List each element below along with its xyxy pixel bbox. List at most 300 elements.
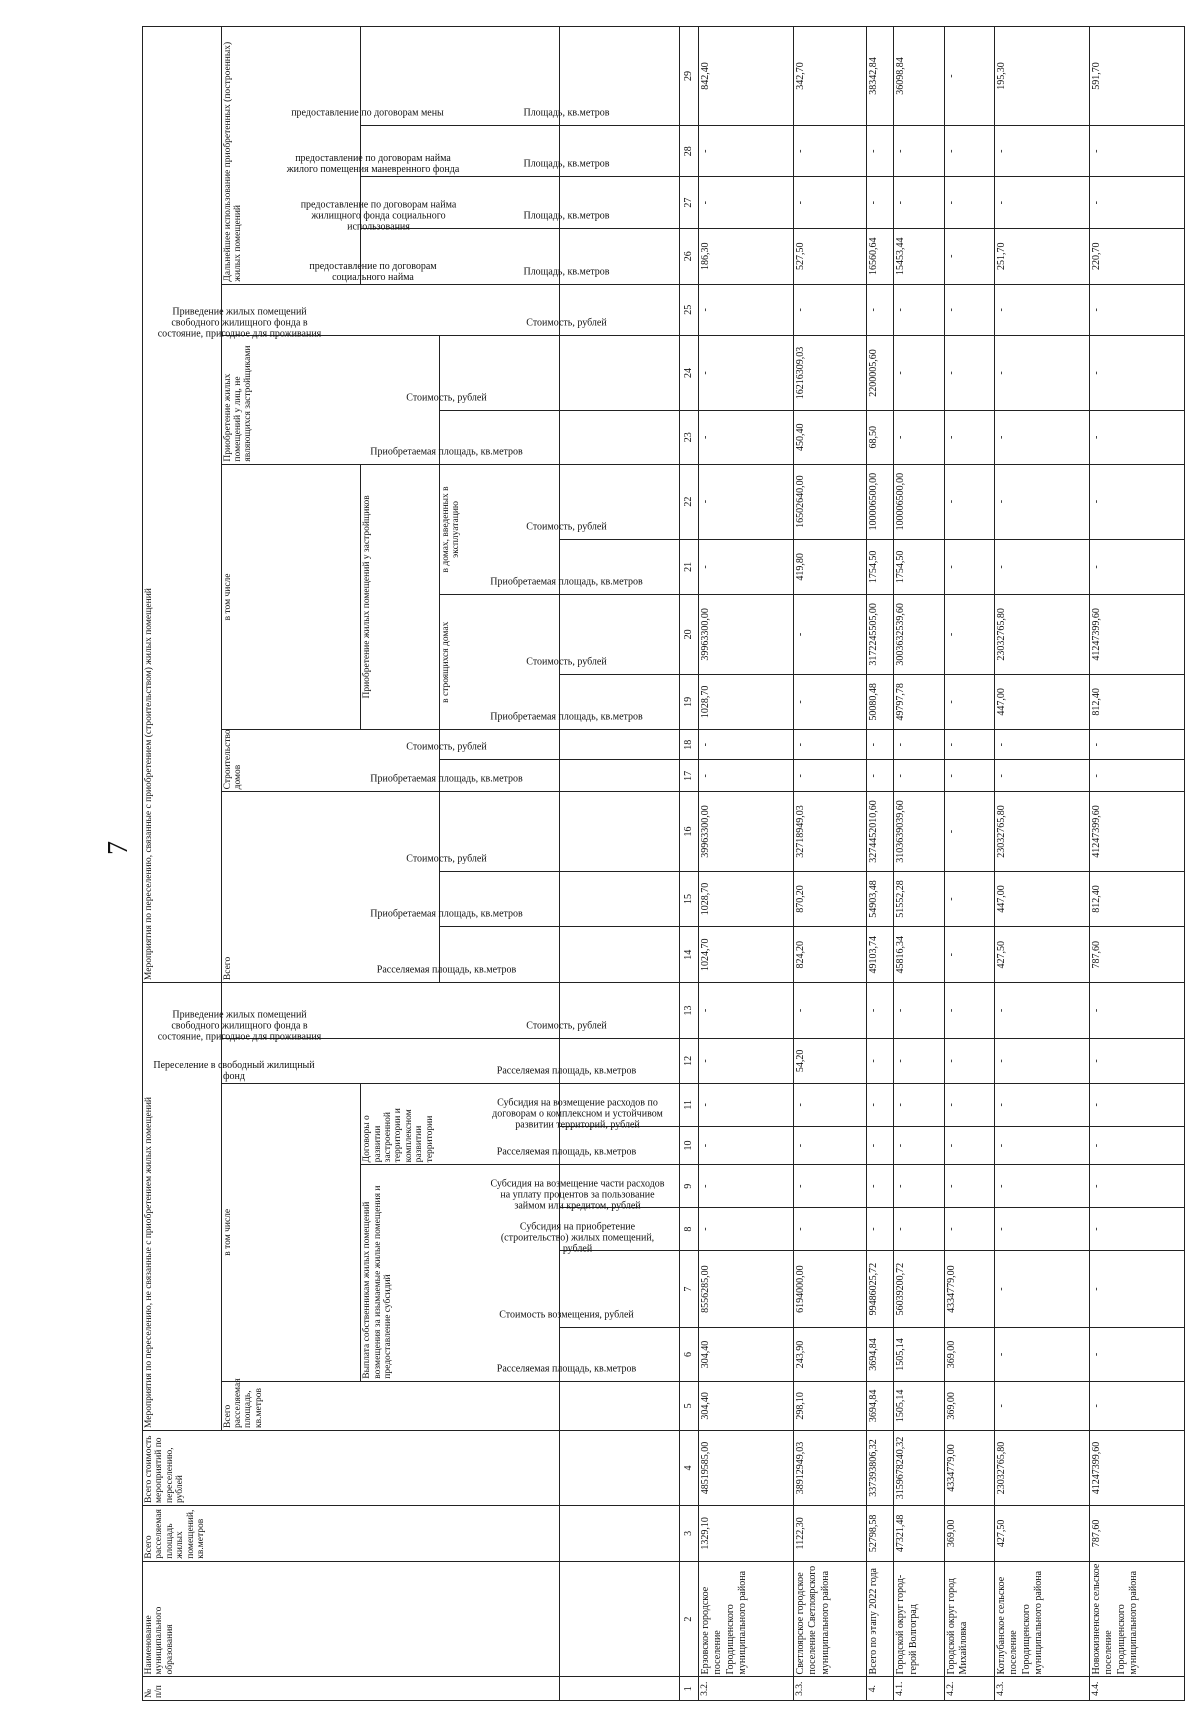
table-cell: - bbox=[793, 674, 866, 730]
spacer-cell bbox=[559, 927, 679, 983]
header-c21: Приобретаемая площадь, кв.метров bbox=[559, 539, 679, 595]
table-cell: - bbox=[994, 411, 1089, 465]
table-cell: - bbox=[944, 1038, 994, 1083]
header-group-b-incl: в том числе bbox=[221, 464, 361, 730]
header-c9: Субсидия на возмещение части расходов на уплату процентов за пользование займом или кредитом, рублей bbox=[559, 1165, 679, 1208]
header-c12-unit: Расселяемая площадь, кв.метров bbox=[559, 1038, 679, 1083]
table-cell: - bbox=[894, 1083, 944, 1126]
spacer-cell bbox=[559, 1381, 679, 1430]
table-cell: 787,60 bbox=[1089, 1506, 1184, 1562]
header-c16: Стоимость, рублей bbox=[439, 792, 559, 871]
table-cell: - bbox=[994, 336, 1089, 411]
table-cell: - bbox=[793, 1165, 866, 1208]
table-cell: - bbox=[866, 177, 894, 228]
table-cell: 447,00 bbox=[994, 871, 1089, 927]
table-row bbox=[698, 27, 793, 1701]
table-cell: 16560,64 bbox=[866, 228, 894, 284]
table-cell: - bbox=[793, 1208, 866, 1251]
table-cell: - bbox=[944, 760, 994, 792]
table-cell: - bbox=[698, 539, 793, 595]
header-c15: Приобретаемая площадь, кв.метров bbox=[439, 871, 559, 927]
table-cell: 1028,70 bbox=[698, 674, 793, 730]
municipality-name: Новожизненское сельское поселение Городищенского муниципального района bbox=[1089, 1561, 1184, 1677]
table-cell: 2200005,60 bbox=[866, 336, 894, 411]
table-cell: - bbox=[994, 1038, 1089, 1083]
column-number: 5 bbox=[679, 1381, 698, 1430]
header-c20: Стоимость, рублей bbox=[559, 595, 679, 674]
table-cell: - bbox=[1089, 1083, 1184, 1126]
header-c13-unit: Стоимость, рублей bbox=[559, 983, 679, 1039]
table-cell: 15453,44 bbox=[894, 228, 944, 284]
header-group-a: Мероприятия по переселению, не связанные с приобретением жилых помещений bbox=[143, 983, 222, 1431]
table-cell: - bbox=[994, 730, 1089, 760]
table-cell: - bbox=[1089, 1126, 1184, 1165]
table-cell: - bbox=[1089, 730, 1184, 760]
header-c24: Стоимость, рублей bbox=[439, 336, 559, 411]
table-cell: 824,20 bbox=[793, 927, 866, 983]
row-number: 4.3. bbox=[994, 1677, 1089, 1701]
column-number: 23 bbox=[679, 411, 698, 465]
table-cell: 812,40 bbox=[1089, 674, 1184, 730]
column-number: 20 bbox=[679, 595, 698, 674]
table-cell: 36098,84 bbox=[894, 27, 944, 126]
header-c23: Приобретаемая площадь, кв.метров bbox=[439, 411, 559, 465]
table-cell: - bbox=[944, 927, 994, 983]
table-cell: - bbox=[1089, 760, 1184, 792]
table-cell: 1505,14 bbox=[894, 1328, 944, 1382]
table-cell: 49103,74 bbox=[866, 927, 894, 983]
table-cell: 4334779,00 bbox=[944, 1431, 994, 1506]
rotated-table-page bbox=[142, 26, 1185, 1701]
row-number: 4.1. bbox=[894, 1677, 944, 1701]
table-cell: - bbox=[793, 177, 866, 228]
table-cell: - bbox=[866, 1208, 894, 1251]
table-row bbox=[1089, 27, 1184, 1701]
table-cell: - bbox=[944, 730, 994, 760]
table-cell: - bbox=[1089, 177, 1184, 228]
table-cell: - bbox=[894, 1208, 944, 1251]
table-cell: 49797,78 bbox=[894, 674, 944, 730]
table-cell: - bbox=[944, 336, 994, 411]
table-cell: - bbox=[1089, 336, 1184, 411]
municipality-name: Светлоярское городское поселение Светлоярского муниципального района bbox=[793, 1561, 866, 1677]
table-cell: - bbox=[866, 126, 894, 177]
table-cell: 56039200,72 bbox=[894, 1251, 944, 1328]
table-cell: 16502640,00 bbox=[793, 464, 866, 539]
table-cell: 100006500,00 bbox=[866, 464, 894, 539]
table-cell: 186,30 bbox=[698, 228, 793, 284]
table-row bbox=[944, 27, 994, 1701]
column-number: 15 bbox=[679, 871, 698, 927]
column-number: 9 bbox=[679, 1165, 698, 1208]
header-group-a-total: Всего расселяемая площадь, кв.метров bbox=[221, 1381, 559, 1430]
column-number: 17 bbox=[679, 760, 698, 792]
table-cell: 787,60 bbox=[1089, 927, 1184, 983]
column-number: 8 bbox=[679, 1208, 698, 1251]
table-cell: 1329,10 bbox=[698, 1506, 793, 1562]
header-c26-unit: Площадь, кв.метров bbox=[559, 228, 679, 284]
row-number: 4.4. bbox=[1089, 1677, 1184, 1701]
header-c29: предоставление по договорам мены bbox=[361, 27, 560, 126]
table-cell: - bbox=[994, 126, 1089, 177]
table-cell: 4334779,00 bbox=[944, 1251, 994, 1328]
table-cell: 1505,14 bbox=[894, 1381, 944, 1430]
table-row bbox=[994, 27, 1089, 1701]
table-cell: - bbox=[698, 1165, 793, 1208]
table-cell: - bbox=[894, 1126, 944, 1165]
table-cell: - bbox=[944, 674, 994, 730]
table-cell: - bbox=[1089, 126, 1184, 177]
table-cell: - bbox=[866, 284, 894, 335]
resettlement-table bbox=[142, 26, 1185, 1701]
table-cell: 3003632539,60 bbox=[894, 595, 944, 674]
table-cell: 6194000,00 bbox=[793, 1251, 866, 1328]
header-c17: Приобретаемая площадь, кв.метров bbox=[439, 760, 559, 792]
column-number: 24 bbox=[679, 336, 698, 411]
table-cell: - bbox=[994, 983, 1089, 1039]
table-cell: - bbox=[894, 760, 944, 792]
table-cell: 369,00 bbox=[944, 1381, 994, 1430]
spacer-cell bbox=[559, 1506, 679, 1562]
table-cell: 41247399,60 bbox=[1089, 595, 1184, 674]
municipality-name: Городской округ город-герой Волгоград bbox=[894, 1561, 944, 1677]
spacer-cell bbox=[559, 871, 679, 927]
table-cell: 450,40 bbox=[793, 411, 866, 465]
header-name: Наименование муниципального образования bbox=[143, 1561, 560, 1677]
table-cell: - bbox=[994, 1083, 1089, 1126]
table-cell: - bbox=[894, 983, 944, 1039]
table-cell: - bbox=[698, 411, 793, 465]
table-cell: - bbox=[994, 1381, 1089, 1430]
table-cell: 195,30 bbox=[994, 27, 1089, 126]
table-cell: - bbox=[944, 411, 994, 465]
header-group-b: Мероприятия по переселению, связанные с приобретением (строительством) жилых помещений bbox=[143, 27, 222, 983]
column-number: 12 bbox=[679, 1038, 698, 1083]
table-cell: 39963300,00 bbox=[698, 792, 793, 871]
table-cell: - bbox=[793, 730, 866, 760]
page-number: 7 bbox=[103, 841, 134, 855]
table-cell: - bbox=[944, 228, 994, 284]
table-cell: - bbox=[994, 1251, 1089, 1328]
table-cell: - bbox=[866, 1126, 894, 1165]
column-number: 10 bbox=[679, 1126, 698, 1165]
header-c27: предоставление по договорам найма жилищного фонда социального использования bbox=[361, 177, 560, 228]
header-c26: предоставление по договорам социального найма bbox=[361, 228, 560, 284]
table-cell: - bbox=[866, 1083, 894, 1126]
municipality-name: Всего по этапу 2022 года bbox=[866, 1561, 894, 1677]
table-cell: - bbox=[698, 177, 793, 228]
spacer-cell bbox=[559, 760, 679, 792]
table-cell: - bbox=[1089, 539, 1184, 595]
spacer-cell bbox=[559, 336, 679, 411]
table-cell: - bbox=[894, 1165, 944, 1208]
header-c11: Субсидия на возмещение расходов по договорам о комплексном и устойчивом развитии территорий, рублей bbox=[559, 1083, 679, 1126]
row-number: 3.3. bbox=[793, 1677, 866, 1701]
table-cell: 842,40 bbox=[698, 27, 793, 126]
header-c6: Расселяемая площадь, кв.метров bbox=[559, 1328, 679, 1382]
header-c25: Приведение жилых помещений свободного жилищного фонда в состояние, пригодное для проживания bbox=[221, 284, 559, 335]
table-cell: 54903,48 bbox=[866, 871, 894, 927]
header-no: № п/п bbox=[143, 1677, 560, 1701]
column-number: 26 bbox=[679, 228, 698, 284]
table-cell: 3172245505,00 bbox=[866, 595, 894, 674]
table-cell: 41247399,60 bbox=[1089, 792, 1184, 871]
column-number: 6 bbox=[679, 1328, 698, 1382]
table-cell: - bbox=[894, 411, 944, 465]
table-cell: - bbox=[944, 595, 994, 674]
table-cell: 251,70 bbox=[994, 228, 1089, 284]
column-number: 14 bbox=[679, 927, 698, 983]
table-cell: 52798,58 bbox=[866, 1506, 894, 1562]
header-c28-unit: Площадь, кв.метров bbox=[559, 126, 679, 177]
table-cell: 298,10 bbox=[793, 1381, 866, 1430]
header-c8: Субсидия на приобретение (строительство) жилых помещений, рублей bbox=[559, 1208, 679, 1251]
table-cell: 870,20 bbox=[793, 871, 866, 927]
table-cell: 39963300,00 bbox=[698, 595, 793, 674]
table-cell: - bbox=[894, 730, 944, 760]
column-number: 19 bbox=[679, 674, 698, 730]
table-cell: - bbox=[698, 1126, 793, 1165]
header-in-building: в строящихся домах bbox=[439, 595, 559, 730]
table-cell: - bbox=[1089, 1208, 1184, 1251]
table-cell: - bbox=[994, 284, 1089, 335]
spacer-cell bbox=[559, 411, 679, 465]
table-cell: 50080,48 bbox=[866, 674, 894, 730]
table-cell: - bbox=[944, 792, 994, 871]
table-cell: - bbox=[944, 1083, 994, 1126]
column-number: 3 bbox=[679, 1506, 698, 1562]
header-group-a-incl: в том числе bbox=[221, 1083, 361, 1381]
table-cell: 68,50 bbox=[866, 411, 894, 465]
table-cell: 427,50 bbox=[994, 1506, 1089, 1562]
table-cell: 23032765,80 bbox=[994, 792, 1089, 871]
table-cell: 337393806,32 bbox=[866, 1431, 894, 1506]
municipality-name: Городской округ город Михайловка bbox=[944, 1561, 994, 1677]
table-cell: 1754,50 bbox=[894, 539, 944, 595]
table-cell: - bbox=[1089, 1251, 1184, 1328]
table-cell: - bbox=[698, 464, 793, 539]
table-cell: - bbox=[994, 1126, 1089, 1165]
header-c18: Стоимость, рублей bbox=[439, 730, 559, 760]
spacer-cell bbox=[559, 1677, 679, 1701]
header-c7: Стоимость возмещения, рублей bbox=[559, 1251, 679, 1328]
table-cell: - bbox=[944, 983, 994, 1039]
table-cell: 47321,48 bbox=[894, 1506, 944, 1562]
header-c25-unit: Стоимость, рублей bbox=[559, 284, 679, 335]
table-cell: - bbox=[894, 126, 944, 177]
table-cell: 304,40 bbox=[698, 1328, 793, 1382]
table-cell: 427,50 bbox=[994, 927, 1089, 983]
column-number-row bbox=[679, 27, 698, 1701]
column-number: 25 bbox=[679, 284, 698, 335]
column-number: 16 bbox=[679, 792, 698, 871]
header-developers: Приобретение жилых помещений у застройщиков bbox=[361, 464, 440, 730]
row-number: 3.2. bbox=[698, 1677, 793, 1701]
header-c13: Приведение жилых помещений свободного жилищного фонда в состояние, пригодное для проживания bbox=[221, 983, 559, 1039]
table-cell: - bbox=[698, 336, 793, 411]
column-number: 13 bbox=[679, 983, 698, 1039]
table-cell: 1024,70 bbox=[698, 927, 793, 983]
table-cell: - bbox=[1089, 1165, 1184, 1208]
table-cell: 419,80 bbox=[793, 539, 866, 595]
header-c29-unit: Площадь, кв.метров bbox=[559, 27, 679, 126]
table-cell: - bbox=[994, 1328, 1089, 1382]
table-cell: - bbox=[793, 1083, 866, 1126]
table-cell: - bbox=[944, 539, 994, 595]
table-cell: 1122,30 bbox=[793, 1506, 866, 1562]
header-c19: Приобретаемая площадь, кв.метров bbox=[559, 674, 679, 730]
table-cell: - bbox=[944, 1126, 994, 1165]
table-cell: 99486025,72 bbox=[866, 1251, 894, 1328]
table-cell: 3694,84 bbox=[866, 1328, 894, 1382]
column-number: 21 bbox=[679, 539, 698, 595]
table-cell: - bbox=[1089, 1038, 1184, 1083]
table-cell: - bbox=[1089, 1328, 1184, 1382]
table-cell: 32718949,03 bbox=[793, 792, 866, 871]
header-group-b-total: Всего bbox=[221, 792, 439, 983]
table-cell: 45816,34 bbox=[894, 927, 944, 983]
table-cell: - bbox=[894, 1038, 944, 1083]
table-cell: - bbox=[793, 595, 866, 674]
table-cell: 342,70 bbox=[793, 27, 866, 126]
table-cell: - bbox=[994, 539, 1089, 595]
header-c12: Переселение в свободный жилищный фонд bbox=[221, 1038, 559, 1083]
header-c28: предоставление по договорам найма жилого помещения маневренного фонда bbox=[361, 126, 560, 177]
table-cell: - bbox=[944, 871, 994, 927]
table-cell: - bbox=[994, 1208, 1089, 1251]
table-cell: 8556285,00 bbox=[698, 1251, 793, 1328]
spacer-cell bbox=[559, 730, 679, 760]
table-cell: 3103639039,60 bbox=[894, 792, 944, 871]
table-cell: 3694,84 bbox=[866, 1381, 894, 1430]
table-cell: - bbox=[1089, 284, 1184, 335]
table-cell: - bbox=[894, 336, 944, 411]
row-number: 4. bbox=[866, 1677, 894, 1701]
table-cell: 447,00 bbox=[994, 674, 1089, 730]
table-cell: - bbox=[866, 760, 894, 792]
table-cell: - bbox=[698, 1038, 793, 1083]
table-cell: 3159678240,32 bbox=[894, 1431, 944, 1506]
table-cell: - bbox=[1089, 464, 1184, 539]
table-cell: 591,70 bbox=[1089, 27, 1184, 126]
table-cell: - bbox=[894, 284, 944, 335]
table-cell: 54,20 bbox=[793, 1038, 866, 1083]
table-cell: 304,40 bbox=[698, 1381, 793, 1430]
spacer-cell bbox=[559, 792, 679, 871]
column-number: 22 bbox=[679, 464, 698, 539]
table-cell: - bbox=[698, 284, 793, 335]
column-number: 1 bbox=[679, 1677, 698, 1701]
table-cell: - bbox=[994, 464, 1089, 539]
table-cell: 243,90 bbox=[793, 1328, 866, 1382]
table-cell: 527,50 bbox=[793, 228, 866, 284]
table-cell: 369,00 bbox=[944, 1506, 994, 1562]
spacer-cell bbox=[559, 1431, 679, 1506]
table-cell: - bbox=[698, 1208, 793, 1251]
table-cell: 38912949,03 bbox=[793, 1431, 866, 1506]
table-cell: 51552,28 bbox=[894, 871, 944, 927]
table-cell: - bbox=[1089, 411, 1184, 465]
column-number: 28 bbox=[679, 126, 698, 177]
table-cell: 48519585,00 bbox=[698, 1431, 793, 1506]
header-non-developers: Приобретение жилых помещений у лиц, не являющихся застройщиками bbox=[221, 336, 439, 465]
table-cell: - bbox=[793, 760, 866, 792]
table-cell: 100006500,00 bbox=[894, 464, 944, 539]
column-number: 18 bbox=[679, 730, 698, 760]
column-number: 29 bbox=[679, 27, 698, 126]
column-number: 7 bbox=[679, 1251, 698, 1328]
table-cell: - bbox=[698, 1083, 793, 1126]
column-number: 4 bbox=[679, 1431, 698, 1506]
table-cell: 1754,50 bbox=[866, 539, 894, 595]
header-c14: Расселяемая площадь, кв.метров bbox=[439, 927, 559, 983]
table-cell: - bbox=[698, 983, 793, 1039]
municipality-name: Котлубанское сельское поселение Городищенского муниципального района bbox=[994, 1561, 1089, 1677]
table-cell: 23032765,80 bbox=[994, 595, 1089, 674]
table-row bbox=[793, 27, 866, 1701]
table-cell: - bbox=[793, 1126, 866, 1165]
header-construction: Строительство домов bbox=[221, 730, 439, 792]
table-row bbox=[894, 27, 944, 1701]
table-row bbox=[866, 27, 894, 1701]
table-cell: - bbox=[944, 126, 994, 177]
table-cell: - bbox=[866, 1038, 894, 1083]
table-cell: 220,70 bbox=[1089, 228, 1184, 284]
table-cell: - bbox=[944, 284, 994, 335]
table-cell: - bbox=[944, 27, 994, 126]
table-cell: - bbox=[793, 126, 866, 177]
header-contracts: Договоры о развитии застроенной территории и комплексном развитии территории bbox=[361, 1083, 560, 1164]
table-cell: - bbox=[894, 177, 944, 228]
table-cell: 38342,84 bbox=[866, 27, 894, 126]
table-cell: 812,40 bbox=[1089, 871, 1184, 927]
header-payout: Выплата собственникам жилых помещений возмещения за изымаемые жилые помещения и предоставление субсидий bbox=[361, 1165, 560, 1381]
municipality-name: Ерзовское городское поселение Городищенского муниципального района bbox=[698, 1561, 793, 1677]
table-cell: 3274452010,60 bbox=[866, 792, 894, 871]
table-cell: 23032765,80 bbox=[994, 1431, 1089, 1506]
table-cell: 369,00 bbox=[944, 1328, 994, 1382]
header-c10: Расселяемая площадь, кв.метров bbox=[559, 1126, 679, 1165]
table-cell: 1028,70 bbox=[698, 871, 793, 927]
row-number: 4.2. bbox=[944, 1677, 994, 1701]
table-cell: - bbox=[994, 1165, 1089, 1208]
table-cell: - bbox=[944, 177, 994, 228]
table-cell: - bbox=[944, 1208, 994, 1251]
table-cell: 41247399,60 bbox=[1089, 1431, 1184, 1506]
header-total-area: Всего расселяемая площадь жилых помещений, кв.метров bbox=[143, 1506, 560, 1562]
table-cell: - bbox=[994, 760, 1089, 792]
table-cell: - bbox=[866, 730, 894, 760]
table-cell: - bbox=[944, 1165, 994, 1208]
table-cell: - bbox=[944, 464, 994, 539]
table-cell: - bbox=[866, 1165, 894, 1208]
table-cell: - bbox=[994, 177, 1089, 228]
spacer-cell bbox=[559, 1561, 679, 1677]
header-c27-unit: Площадь, кв.метров bbox=[559, 177, 679, 228]
table-cell: - bbox=[793, 983, 866, 1039]
header-c22: Стоимость, рублей bbox=[559, 464, 679, 539]
table-cell: - bbox=[866, 983, 894, 1039]
table-cell: - bbox=[1089, 983, 1184, 1039]
header-in-commissioned: в домах, введенных в эксплуатацию bbox=[439, 464, 559, 595]
column-number: 27 bbox=[679, 177, 698, 228]
header-total-cost: Всего стоимость мероприятий по переселению, рублей bbox=[143, 1431, 560, 1506]
table-cell: - bbox=[793, 284, 866, 335]
table-cell: 16216309,03 bbox=[793, 336, 866, 411]
table-cell: - bbox=[1089, 1381, 1184, 1430]
column-number: 2 bbox=[679, 1561, 698, 1677]
table-cell: - bbox=[698, 730, 793, 760]
